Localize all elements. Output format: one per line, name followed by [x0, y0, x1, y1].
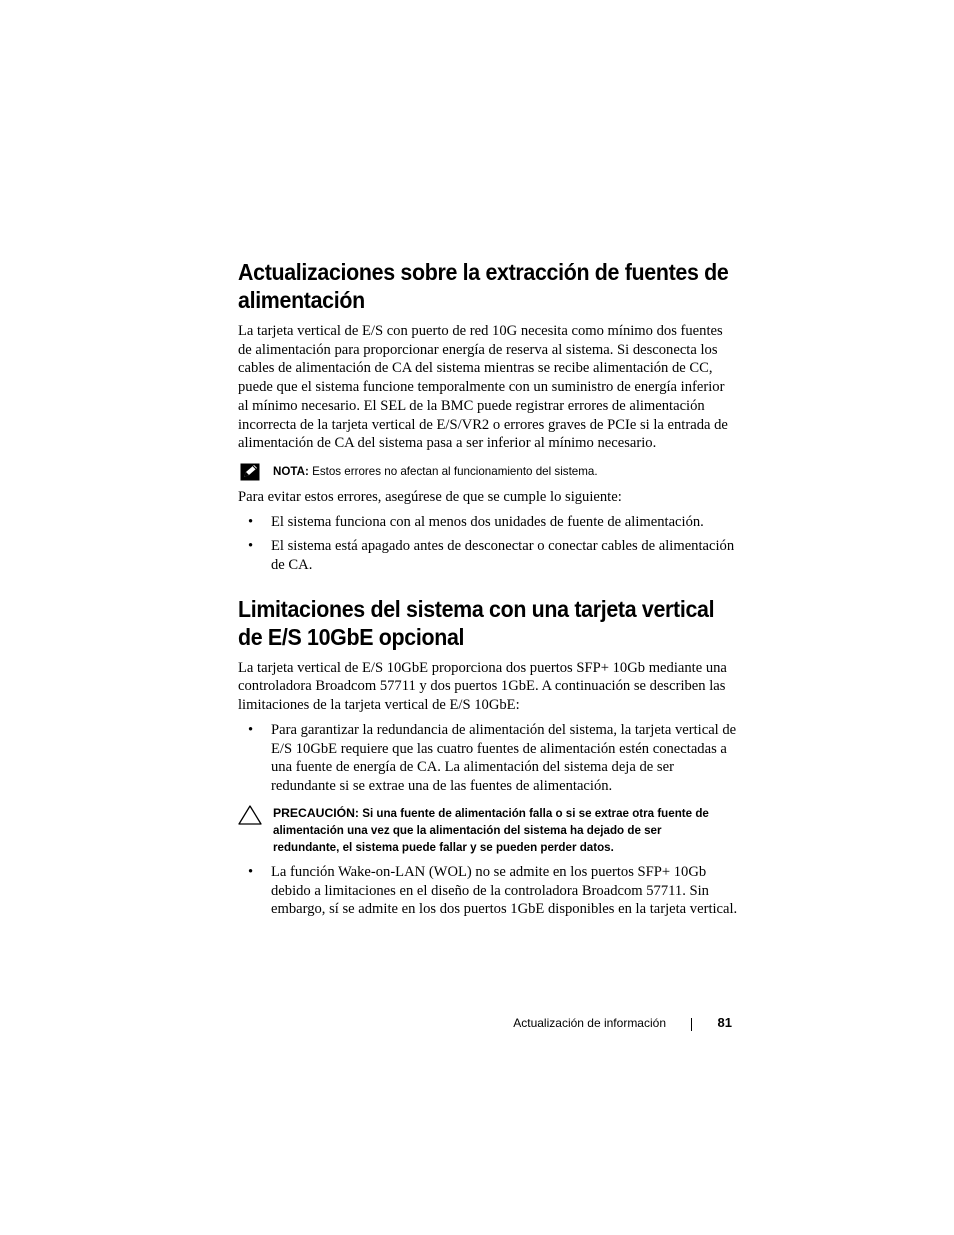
section-paragraph: La tarjeta vertical de E/S con puerto de red 10G necesita como mínimo dos fuentes de alimentación para proporcionar energía de reserva al sistema. Si desconecta los cables de alimentación de CA del sistema mientras se recibe alimentación de CC, puede que el sistema funcione temporalmente con un suministro de energía inferior al mínimo necesario. El SEL de la BMC puede registrar errores de alimentación incorrecta de la tarjeta vertical de E/S/VR2 o errores graves de PCIe si la entrada de alimentación de CA del sistema pasa a ser inferior al mínimo necesario.: [238, 323, 728, 452]
note-text: Estos errores no afectan al funcionamiento del sistema.: [308, 464, 598, 478]
note-box: [238, 463, 738, 480]
bullet-glyph: •: [248, 863, 254, 880]
note-label: NOTA:: [273, 464, 309, 478]
section-heading-limitations: Limitaciones del sistema con una tarjeta vertical de E/S 10GbE opcional: [238, 595, 715, 650]
list-item: • Para garantizar la redundancia de alimentación del sistema, la tarjeta vertical de E/S 10GbE requiere que las cuatro fuentes de alimentación estén conectadas a una fuente de energía de CA. La alimentación del sistema deja de ser redundante si se extrae una de las fuentes de alimentación.: [248, 721, 737, 794]
limitations-list: [238, 721, 738, 796]
footer-divider: [691, 1018, 692, 1031]
limitations-list-continued: [238, 863, 738, 919]
list-item: • El sistema está apagado antes de desconectar o conectar cables de alimentación de CA.: [248, 538, 735, 574]
page-number: 81: [717, 1015, 732, 1030]
section-paragraph: La tarjeta vertical de E/S 10GbE proporciona dos puertos SFP+ 10Gb mediante una controladora Broadcom 57711 y dos puertos 1GbE. A continuación se describen las limitaciones de la tarjeta vertical de E/S 10GbE:: [238, 659, 727, 714]
caution-box: [238, 805, 723, 857]
document-page: [238, 258, 738, 919]
section-heading-power-supply: Actualizaciones sobre la extracción de fuentes de alimentación: [238, 259, 729, 313]
note-pencil-icon: [240, 463, 260, 481]
caution-text: Si una fuente de alimentación falla o si se extrae otra fuente de alimentación una vez que la alimentación del sistema ha dejado de ser redundante, el sistema puede fallar y se pueden perder datos.: [273, 806, 709, 855]
caution-triangle-icon: [238, 805, 262, 825]
bullet-glyph: •: [248, 538, 254, 555]
requirements-list: [238, 513, 738, 575]
list-item: • La función Wake-on-LAN (WOL) no se admite en los puertos SFP+ 10Gb debido a limitaciones en el diseño de la controladora Broadcom 57711. Sin embargo, sí se admite en los dos puertos 1GbE disponibles en la tarjeta vertical.: [248, 863, 738, 918]
footer-title: Actualización de información: [513, 1016, 666, 1030]
bullet-glyph: •: [248, 721, 254, 738]
list-item: • El sistema funciona con al menos dos unidades de fuente de alimentación.: [248, 513, 704, 530]
bullet-glyph: •: [248, 513, 254, 530]
page-footer: [238, 1014, 733, 1036]
section-intro: Para evitar estos errores, asegúrese de que se cumple lo siguiente:: [238, 488, 622, 505]
caution-label: PRECAUCIÓN:: [273, 805, 359, 820]
